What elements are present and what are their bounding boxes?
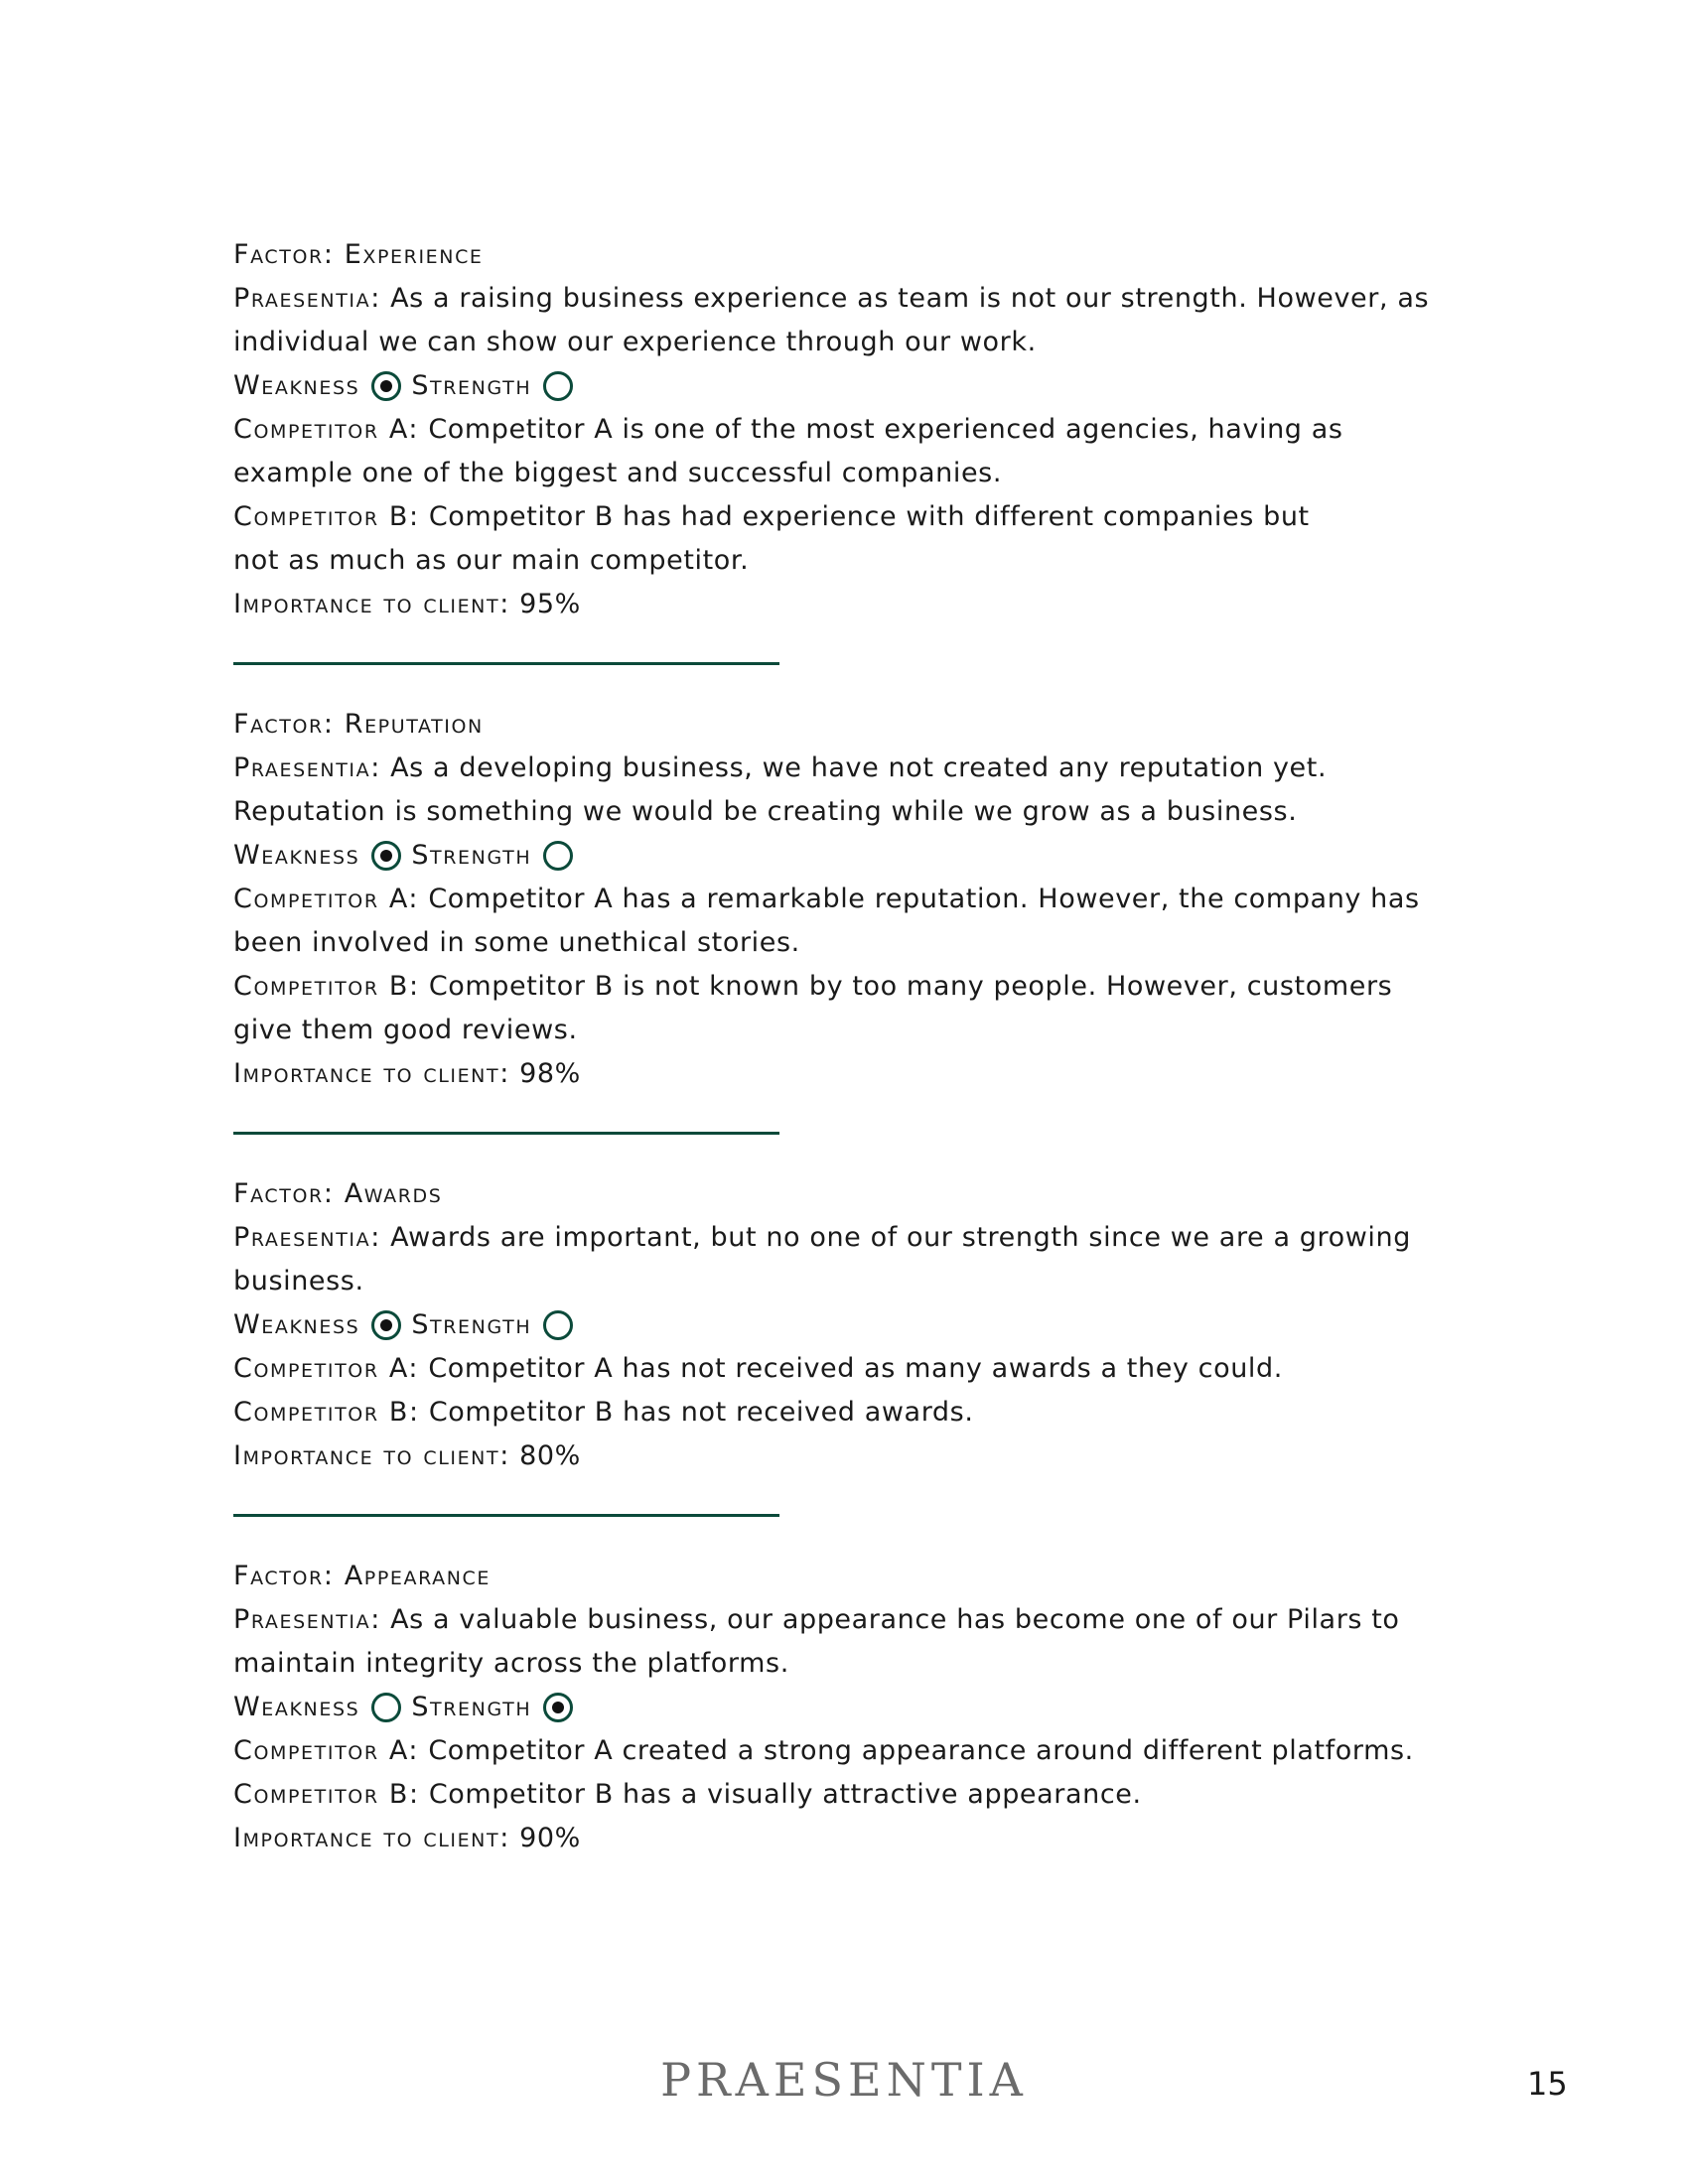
factor-section-experience (233, 233, 1465, 626)
competitor-a-label: Competitor A: (233, 1735, 420, 1766)
page-number: 15 (1527, 2065, 1568, 2103)
praesentia-line-2: Reputation is something we would be creating while we grow as a business. (233, 796, 1298, 827)
competitor-a-label: Competitor A: (233, 414, 420, 445)
competitor-b-line-1 (233, 1773, 1465, 1817)
weakness-strength-row (233, 1686, 1465, 1729)
competitor-b-label: Competitor B: (233, 1779, 420, 1810)
competitor-a-text: Competitor A has not received as many awards a they could. (428, 1353, 1283, 1384)
praesentia-line-2: maintain integrity across the platforms. (233, 1648, 789, 1679)
strength-label: Strength (411, 1692, 532, 1722)
importance-value: 95% (519, 589, 581, 619)
competitor-a-text: Competitor A has a remarkable reputation. However, the company has (428, 884, 1420, 914)
praesentia-text: As a raising business experience as team is not our strength. However, as (390, 283, 1430, 314)
weakness-radio[interactable] (371, 1693, 401, 1722)
competitor-b-line-1 (233, 1391, 1465, 1434)
factor-title: Factor: Awards (233, 1178, 443, 1209)
competitor-b-text: Competitor B has a visually attractive appearance. (428, 1779, 1142, 1810)
praesentia-text: Awards are important, but no one of our strength since we are a growing (390, 1222, 1411, 1253)
factor-title: Factor: Experience (233, 239, 484, 270)
importance-value: 98% (519, 1058, 581, 1089)
praesentia-label: Praesentia: (233, 752, 381, 783)
praesentia-label: Praesentia: (233, 283, 381, 314)
competitor-b-label: Competitor B: (233, 1397, 420, 1428)
strength-radio[interactable] (543, 371, 573, 401)
competitor-a-text: Competitor A is one of the most experienced agencies, having as (428, 414, 1343, 445)
factor-section-reputation (233, 703, 1465, 1096)
weakness-label: Weakness (233, 1692, 360, 1722)
document-body (233, 233, 1465, 1860)
competitor-b-line-2: give them good reviews. (233, 1015, 578, 1045)
strength-radio[interactable] (543, 1310, 573, 1340)
importance-label: Importance to client: (233, 1058, 510, 1089)
importance-label: Importance to client: (233, 1440, 510, 1471)
competitor-b-label: Competitor B: (233, 501, 420, 532)
competitor-b-line-1 (233, 495, 1465, 539)
section-divider (233, 1132, 779, 1135)
weakness-strength-row (233, 364, 1465, 408)
importance-line (233, 583, 1465, 626)
praesentia-line-1 (233, 277, 1465, 321)
competitor-b-line-2: not as much as our main competitor. (233, 545, 750, 576)
factor-title: Factor: Reputation (233, 709, 484, 740)
praesentia-text: As a developing business, we have not created any reputation yet. (390, 752, 1328, 783)
competitor-b-text: Competitor B has not received awards. (428, 1397, 974, 1428)
praesentia-label: Praesentia: (233, 1222, 381, 1253)
weakness-label: Weakness (233, 370, 360, 401)
competitor-a-line-1 (233, 1347, 1465, 1391)
factor-section-appearance (233, 1555, 1465, 1860)
factor-section-awards (233, 1172, 1465, 1478)
importance-line (233, 1817, 1465, 1860)
competitor-a-line-1 (233, 878, 1465, 921)
section-divider (233, 1514, 779, 1517)
importance-value: 80% (519, 1440, 581, 1471)
weakness-radio[interactable] (371, 1310, 401, 1340)
praesentia-line-1 (233, 1216, 1465, 1260)
weakness-radio[interactable] (371, 841, 401, 871)
weakness-strength-row (233, 1303, 1465, 1347)
strength-label: Strength (411, 840, 532, 871)
competitor-b-line-1 (233, 965, 1465, 1009)
praesentia-line-1 (233, 1598, 1465, 1642)
competitor-b-label: Competitor B: (233, 971, 420, 1002)
competitor-b-text: Competitor B is not known by too many people. However, customers (428, 971, 1393, 1002)
competitor-a-line-1 (233, 1729, 1465, 1773)
factor-title: Factor: Appearance (233, 1561, 492, 1591)
praesentia-line-2: business. (233, 1266, 364, 1297)
competitor-a-line-2: been involved in some unethical stories. (233, 927, 800, 958)
competitor-a-label: Competitor A: (233, 1353, 420, 1384)
praesentia-label: Praesentia: (233, 1604, 381, 1635)
competitor-a-label: Competitor A: (233, 884, 420, 914)
strength-label: Strength (411, 1309, 532, 1340)
competitor-b-text: Competitor B has had experience with different companies but (428, 501, 1310, 532)
competitor-a-line-1 (233, 408, 1465, 452)
importance-label: Importance to client: (233, 589, 510, 619)
competitor-a-line-2: example one of the biggest and successful companies. (233, 458, 1003, 488)
section-divider (233, 662, 779, 665)
importance-value: 90% (519, 1823, 581, 1853)
weakness-radio[interactable] (371, 371, 401, 401)
importance-line (233, 1434, 1465, 1478)
praesentia-line-2: individual we can show our experience through our work. (233, 327, 1037, 357)
strength-radio[interactable] (543, 1693, 573, 1722)
strength-radio[interactable] (543, 841, 573, 871)
brand-footer: PRAESENTIA (660, 2053, 1028, 2107)
competitor-a-text: Competitor A created a strong appearance around different platforms. (428, 1735, 1414, 1766)
praesentia-text: As a valuable business, our appearance has become one of our Pilars to (390, 1604, 1400, 1635)
weakness-label: Weakness (233, 1309, 360, 1340)
strength-label: Strength (411, 370, 532, 401)
praesentia-line-1 (233, 747, 1465, 790)
importance-line (233, 1052, 1465, 1096)
weakness-strength-row (233, 834, 1465, 878)
importance-label: Importance to client: (233, 1823, 510, 1853)
weakness-label: Weakness (233, 840, 360, 871)
